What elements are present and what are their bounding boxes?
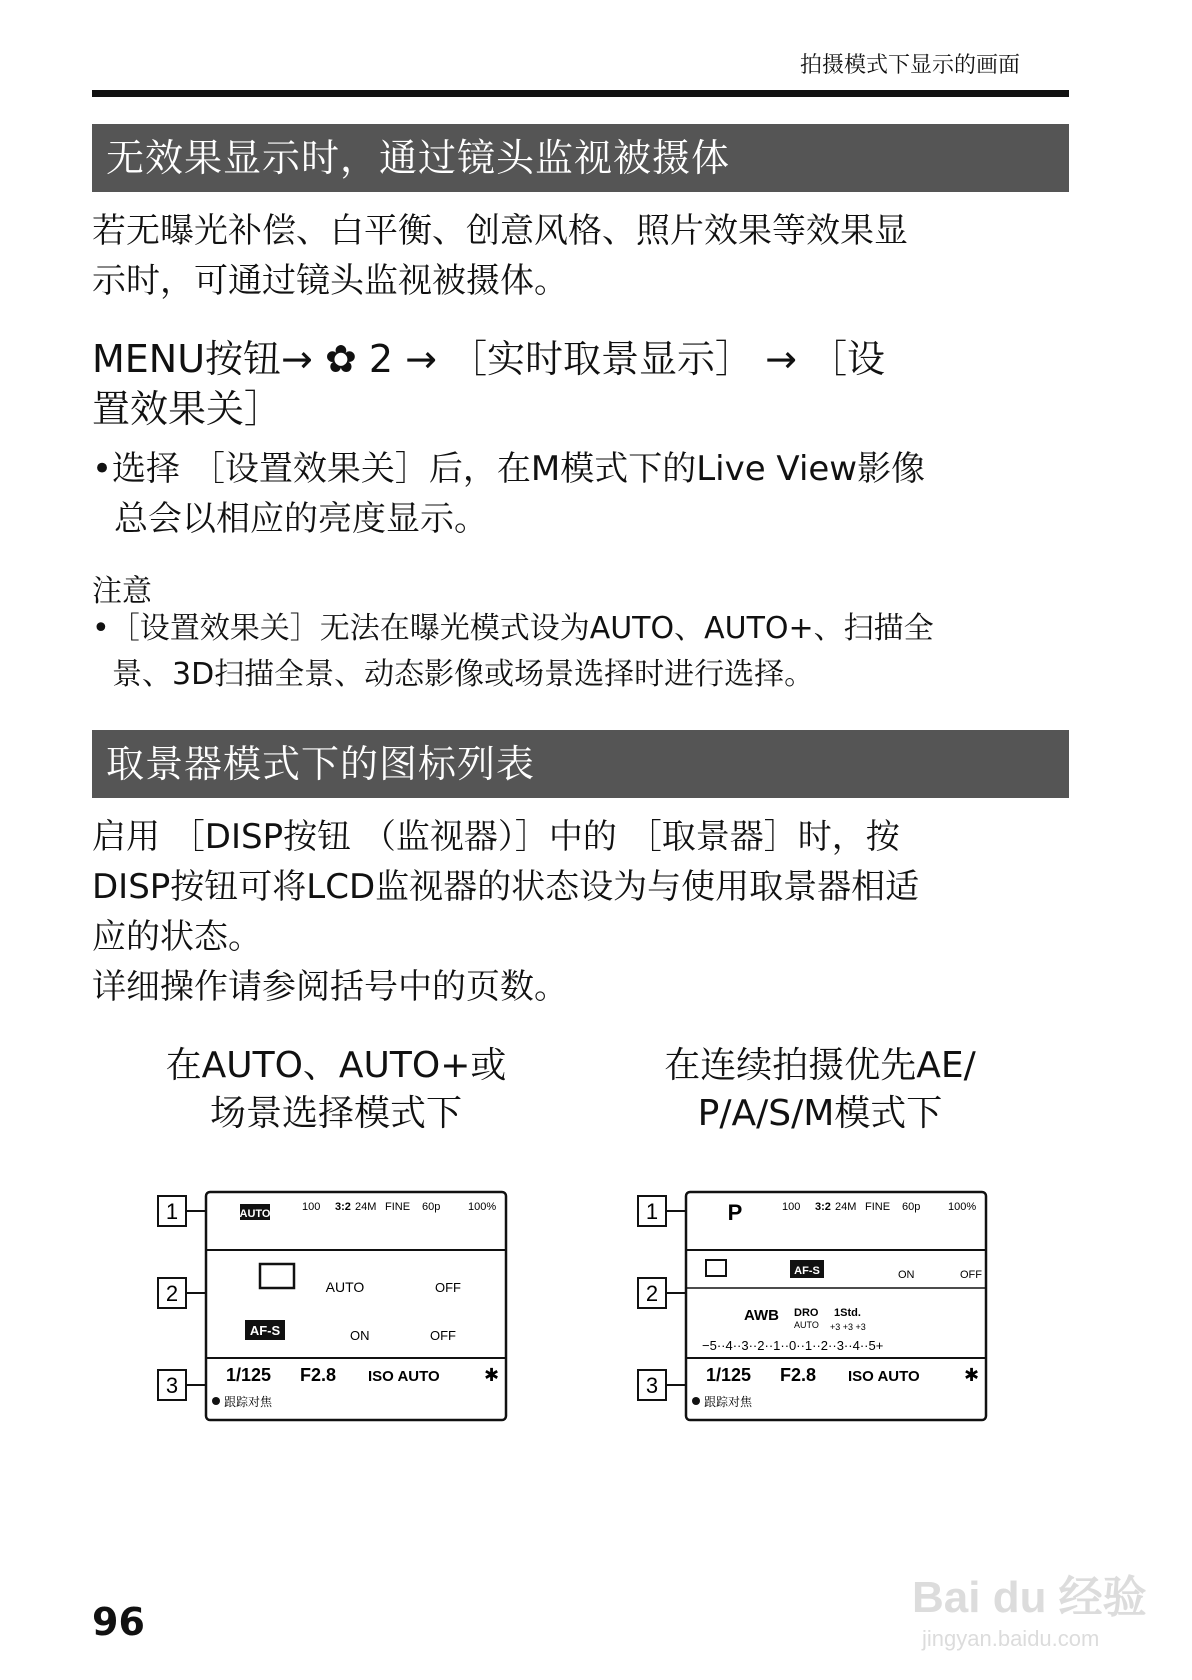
svg-text:AUTO: AUTO	[794, 1320, 819, 1330]
svg-text:跟踪对焦: 跟踪对焦	[704, 1395, 753, 1409]
svg-text:24M: 24M	[355, 1201, 377, 1213]
bullet-text	[92, 444, 1072, 544]
svg-text:ISO AUTO: ISO AUTO	[368, 1368, 440, 1385]
svg-text:100: 100	[782, 1201, 801, 1213]
menu-path	[92, 334, 1072, 434]
bullet-line-1: •选择 ［设置效果关］后，在M模式下的Live View影像	[92, 449, 926, 489]
right-viewfinder-diagram	[630, 1188, 1000, 1428]
svg-text:AUTO: AUTO	[239, 1208, 271, 1220]
drive-mode-icon	[260, 1264, 294, 1288]
viewfinder-frame	[206, 1192, 506, 1420]
svg-text:24M: 24M	[835, 1201, 857, 1213]
svg-text:ON: ON	[898, 1269, 915, 1281]
svg-text:60p: 60p	[902, 1201, 921, 1213]
svg-text:3: 3	[165, 1373, 179, 1398]
svg-text:ON: ON	[350, 1328, 370, 1343]
bullet-line-2: 总会以相应的亮度显示。	[114, 499, 488, 539]
running-title: 拍摄模式下显示的画面	[800, 53, 1021, 78]
svg-text:AUTO: AUTO	[325, 1279, 365, 1295]
intro-line-2: 示时，可通过镜头监视被摄体。	[92, 261, 568, 301]
svg-text:1/125: 1/125	[706, 1365, 752, 1385]
label-box-1	[158, 1196, 206, 1226]
svg-text:OFF: OFF	[435, 1280, 461, 1295]
svg-text:ISO AUTO: ISO AUTO	[848, 1368, 920, 1385]
svg-text:3: 3	[645, 1373, 659, 1398]
svg-text:✱: ✱	[484, 1365, 500, 1385]
svg-text:F2.8: F2.8	[780, 1365, 817, 1385]
svg-text:2: 2	[165, 1281, 179, 1306]
body-line-2: DISP按钮可将LCD监视器的状态设为与使用取景器相适	[92, 867, 920, 907]
svg-text:jingyan.baidu.com: jingyan.baidu.com	[922, 1626, 1100, 1651]
section2-body	[92, 812, 1072, 1012]
right-caption	[610, 1042, 1030, 1138]
left-caption-line-1: 在AUTO、AUTO+或	[165, 1045, 507, 1086]
svg-text:100%: 100%	[468, 1201, 497, 1213]
header-rule	[92, 90, 1069, 97]
svg-text:1Std.: 1Std.	[834, 1307, 861, 1319]
svg-text:P: P	[727, 1200, 743, 1225]
svg-text:AF-S: AF-S	[249, 1323, 281, 1338]
svg-text:3:2: 3:2	[335, 1201, 351, 1213]
svg-text:✱: ✱	[964, 1365, 980, 1385]
body-line-3: 应的状态。	[92, 917, 262, 957]
label-box-3	[638, 1370, 686, 1400]
svg-text:+3 +3 +3: +3 +3 +3	[830, 1322, 866, 1332]
svg-text:OFF: OFF	[960, 1269, 982, 1281]
label-box-1	[638, 1196, 686, 1226]
svg-text:OFF: OFF	[430, 1328, 456, 1343]
body-line-1: 启用 ［DISP按钮 （监视器）］中的 ［取景器］时，按	[92, 817, 900, 857]
note-text	[92, 606, 1072, 698]
svg-text:2: 2	[645, 1281, 659, 1306]
svg-text:3:2: 3:2	[815, 1201, 831, 1213]
label-box-2	[638, 1278, 686, 1308]
note-heading: 注意	[92, 574, 152, 609]
svg-text:F2.8: F2.8	[300, 1365, 337, 1385]
menu-path-line-2: 置效果关］	[92, 387, 283, 431]
note-line-2: 景、3D扫描全景、动态影像或场景选择时进行选择。	[112, 657, 815, 692]
drive-mode-icon	[706, 1260, 726, 1276]
svg-text:FINE: FINE	[385, 1201, 411, 1213]
svg-text:AWB: AWB	[744, 1307, 779, 1324]
section-title-2: 取景器模式下的图标列表	[92, 730, 1069, 798]
svg-text:1/125: 1/125	[226, 1365, 272, 1385]
viewfinder-frame	[686, 1192, 986, 1420]
left-viewfinder-diagram	[150, 1188, 520, 1428]
svg-text:Bai du 经验: Bai du 经验	[912, 1573, 1147, 1622]
intro-line-1: 若无曝光补偿、白平衡、创意风格、照片效果等效果显	[92, 211, 908, 251]
left-caption	[126, 1042, 546, 1138]
section-title-1: 无效果显示时，通过镜头监视被摄体	[92, 124, 1069, 192]
left-caption-line-2: 场景选择模式下	[209, 1093, 462, 1134]
svg-text:FINE: FINE	[865, 1201, 891, 1213]
page-number: 96	[92, 1600, 145, 1644]
svg-text:1: 1	[165, 1199, 179, 1224]
svg-text:−5··4··3··2··1··0··1··2··3··4·: −5··4··3··2··1··0··1··2··3··4··5+	[702, 1338, 884, 1353]
section1-intro	[92, 206, 1072, 306]
svg-text:1: 1	[645, 1199, 659, 1224]
svg-text:DRO: DRO	[794, 1307, 819, 1319]
svg-text:AF-S: AF-S	[794, 1265, 820, 1277]
svg-text:60p: 60p	[422, 1201, 441, 1213]
menu-path-line-1: MENU按钮→ ✿ 2 → ［实时取景显示］ → ［设	[92, 337, 886, 381]
svg-text:100: 100	[302, 1201, 321, 1213]
note-line-1: •［设置效果关］无法在曝光模式设为AUTO、AUTO+、扫描全	[92, 611, 934, 646]
svg-text:跟踪对焦: 跟踪对焦	[224, 1395, 273, 1409]
body-line-4: 详细操作请参阅括号中的页数。	[92, 967, 568, 1007]
baidu-watermark	[902, 1550, 1162, 1660]
right-caption-line-2: P/A/S/M模式下	[697, 1093, 943, 1134]
right-caption-line-1: 在连续拍摄优先AE/	[664, 1045, 976, 1086]
svg-text:100%: 100%	[948, 1201, 977, 1213]
label-box-3	[158, 1370, 206, 1400]
label-box-2	[158, 1278, 206, 1308]
